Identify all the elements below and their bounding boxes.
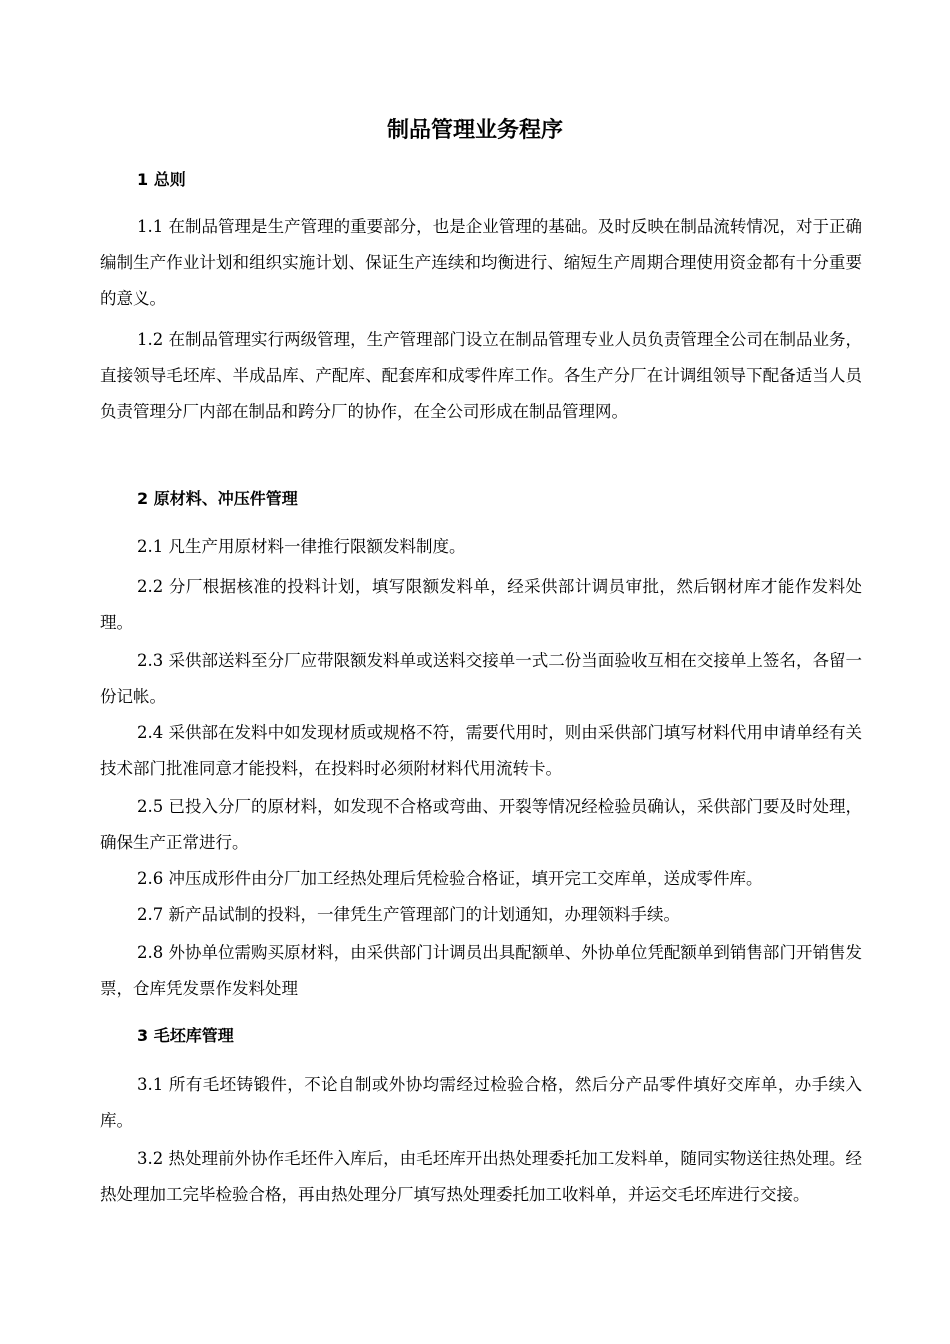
paragraph-3-1: 3.1 所有毛坯铸锻件，不论自制或外协均需经过检验合格，然后分产品零件填好交库单，办手续入库。 xyxy=(100,1075,862,1130)
paragraph-2-5: 2.5 已投入分厂的原材料，如发现不合格或弯曲、开裂等情况经检验员确认，采供部门要及时处理，确保生产正常进行。 xyxy=(100,797,862,852)
section-heading-1: 1 总则 xyxy=(137,170,186,189)
paragraph-2-7: 2.7 新产品试制的投料，一律凭生产管理部门的计划通知，办理领料手续。 xyxy=(137,905,680,924)
section-heading-3: 3 毛坯库管理 xyxy=(137,1026,234,1045)
paragraph-2-8: 2.8 外协单位需购买原材料，由采供部门计调员出具配额单、外协单位凭配额单到销售部门开销售发票，仓库凭发票作发料处理 xyxy=(100,943,862,998)
paragraph-2-2: 2.2 分厂根据核准的投料计划，填写限额发料单，经采供部计调员审批，然后钢材库才能作发料处理。 xyxy=(100,577,862,632)
paragraph-2-6: 2.6 冲压成形件由分厂加工经热处理后凭检验合格证，填开完工交库单，送成零件库。 xyxy=(137,869,763,888)
paragraph-2-3: 2.3 采供部送料至分厂应带限额发料单或送料交接单一式二份当面验收互相在交接单上签名，各留一份记帐。 xyxy=(100,651,862,706)
document-title: 制品管理业务程序 xyxy=(386,118,563,143)
paragraph-2-4: 2.4 采供部在发料中如发现材质或规格不符，需要代用时，则由采供部门填写材料代用申请单经有关技术部门批准同意才能投料，在投料时必须附材料代用流转卡。 xyxy=(100,723,862,778)
paragraph-3-2: 3.2 热处理前外协作毛坯件入库后，由毛坯库开出热处理委托加工发料单，随同实物送往热处理。经热处理加工完毕检验合格，再由热处理分厂填写热处理委托加工收料单，并运交毛坯库进行交接。 xyxy=(100,1149,862,1204)
paragraph-1-1: 1.1 在制品管理是生产管理的重要部分，也是企业管理的基础。及时反映在制品流转情况，对于正确编制生产作业计划和组织实施计划、保证生产连续和均衡进行、缩短生产周期合理使用资金都有十分重要的意义。 xyxy=(100,217,862,308)
section-heading-2: 2 原材料、冲压件管理 xyxy=(137,489,298,508)
paragraph-1-2: 1.2 在制品管理实行两级管理，生产管理部门设立在制品管理专业人员负责管理全公司在制品业务，直接领导毛坯库、半成品库、产配库、配套库和成零件库工作。各生产分厂在计调组领导下配备适当人员负责管理分厂内部在制品和跨分厂的协作，在全公司形成在制品管理网。 xyxy=(100,330,862,421)
paragraph-2-1: 2.1 凡生产用原材料一律推行限额发料制度。 xyxy=(137,537,466,556)
